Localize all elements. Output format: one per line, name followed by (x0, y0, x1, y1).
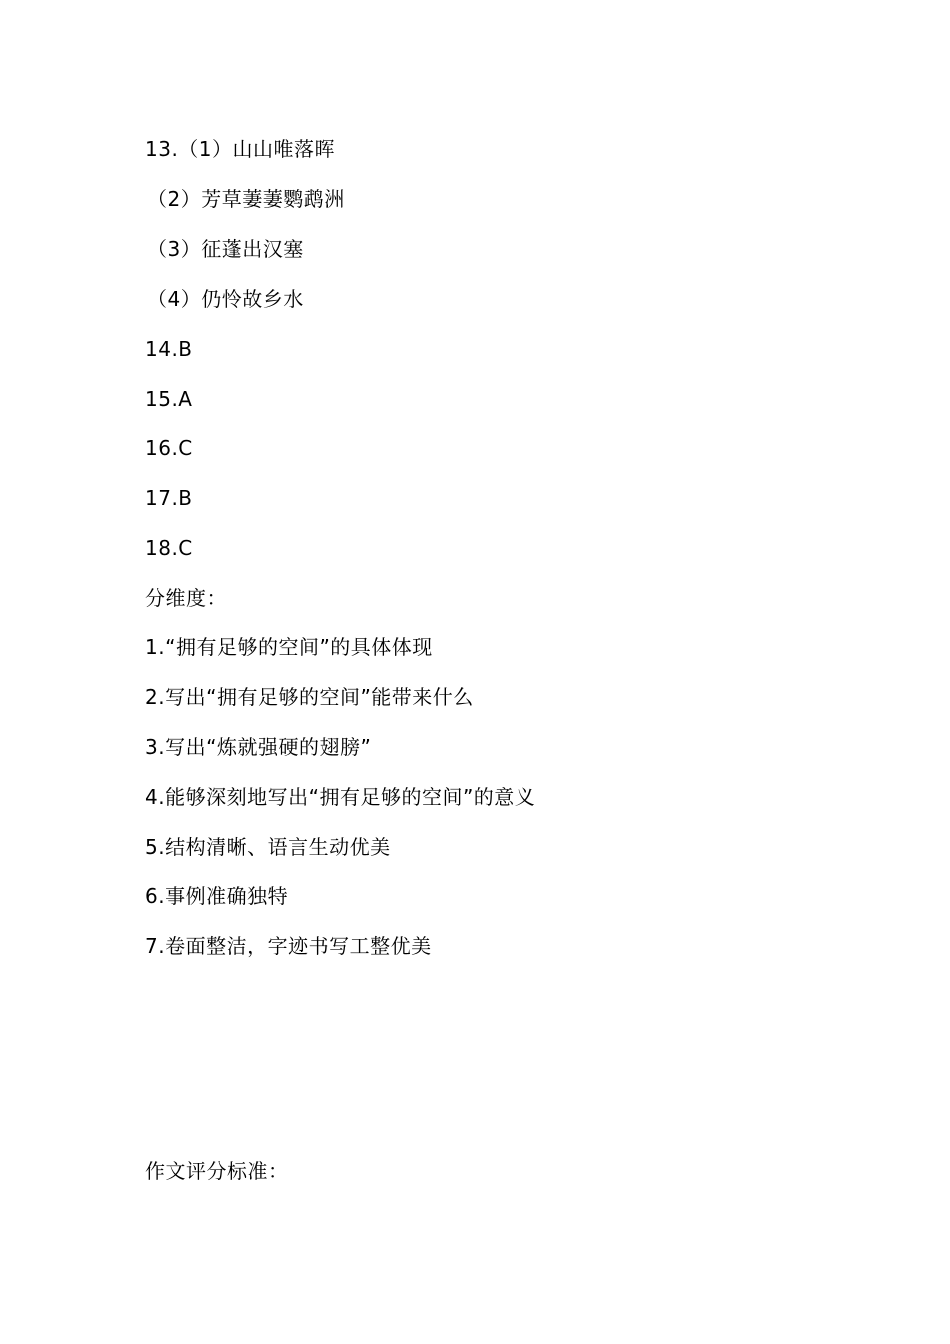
answer-13-2: （2）芳草萋萋鹦鹉洲 (147, 187, 345, 211)
answer-17: 17.B (145, 486, 193, 510)
answer-18: 18.C (145, 536, 193, 560)
dimension-item-2: 2.写出“拥有足够的空间”能带来什么 (145, 685, 474, 709)
answer-16: 16.C (145, 436, 193, 460)
dimension-item-6: 6.事例准确独特 (145, 884, 289, 908)
answer-13-1: 13.（1）山山唯落晖 (145, 137, 336, 161)
answer-14: 14.B (145, 337, 193, 361)
answer-13-3: （3）征蓬出汉塞 (147, 237, 304, 261)
answer-15: 15.A (145, 387, 193, 411)
dimension-item-1: 1.“拥有足够的空间”的具体体现 (145, 635, 433, 659)
dimensions-heading: 分维度： (145, 586, 227, 610)
dimension-item-7: 7.卷面整洁，字迹书写工整优美 (145, 934, 432, 958)
dimension-item-3: 3.写出“炼就强硬的翅膀” (145, 735, 372, 759)
dimension-item-4: 4.能够深刻地写出“拥有足够的空间”的意义 (145, 785, 536, 809)
essay-scoring-heading: 作文评分标准： (145, 1159, 289, 1183)
answer-13-4: （4）仍怜故乡水 (147, 287, 304, 311)
dimension-item-5: 5.结构清晰、语言生动优美 (145, 835, 391, 859)
